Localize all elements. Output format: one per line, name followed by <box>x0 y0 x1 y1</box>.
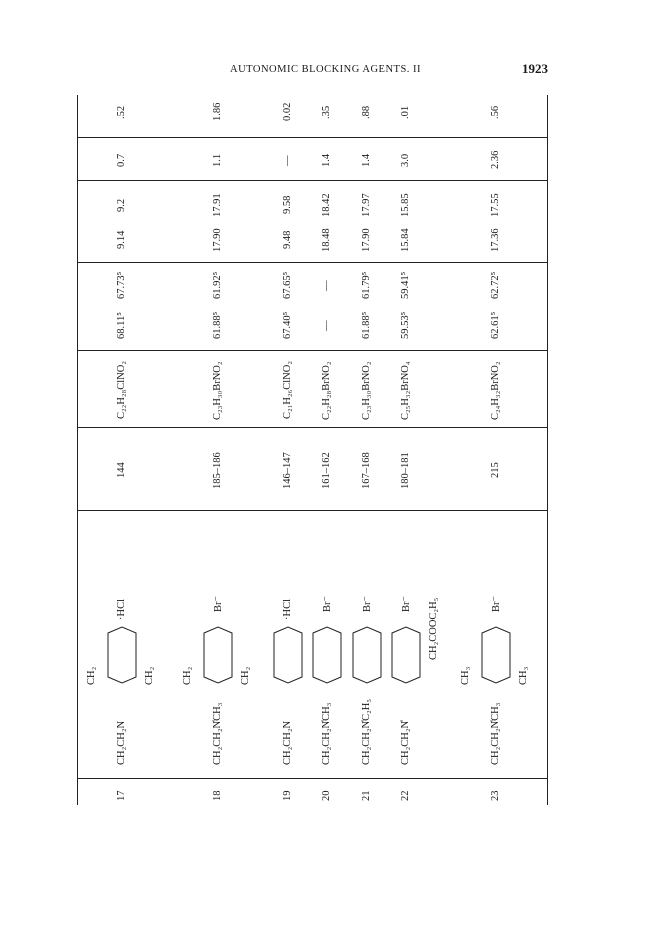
cell-mp: 215 <box>490 462 501 478</box>
structure-top: CH₂ <box>182 666 193 685</box>
cell-found-n: 17.55 <box>490 193 501 217</box>
col-divider-3 <box>77 262 547 263</box>
piperidine-ring-icon <box>102 625 142 685</box>
cell-v1: 1.1 <box>212 153 223 167</box>
structure-main: CH₂CH₂N̊CH₃ <box>212 702 223 765</box>
cell-found-c: 61.79⁵ <box>361 271 372 299</box>
cell-mp: 185–186 <box>212 451 223 489</box>
cell-found-n: 17.97 <box>361 193 372 217</box>
structure-top: CH₃ <box>460 666 471 685</box>
cell-calc-c: 59.53⁵ <box>400 311 411 339</box>
col-divider-4 <box>77 350 547 351</box>
cell-v1: 1.4 <box>321 153 332 167</box>
cell-v2: .88 <box>361 105 372 119</box>
cell-found-c: 67.65⁵ <box>282 271 293 299</box>
structure-main: CH₂CH₂N̊ <box>400 720 411 765</box>
structure-main: CH₂CH₂N̊CH₃ <box>490 702 501 765</box>
cell-mp: 146–147 <box>282 451 293 489</box>
cell-calc-c: 62.61⁵ <box>490 311 501 339</box>
cell-formula: C₂₄H₃₂BrNO₂ <box>490 360 501 420</box>
cell-formula: C₂₂H₂₈ClNO₂ <box>116 361 127 419</box>
cell-calc-n: 9.14 <box>116 230 127 249</box>
col-divider-2 <box>77 180 547 181</box>
col-divider-5 <box>77 427 547 428</box>
piperidine-ring-icon <box>476 625 516 685</box>
cell-no: 20 <box>321 790 332 801</box>
cell-no: 22 <box>400 790 411 801</box>
cell-calc-c: 61.88⁵ <box>361 311 372 339</box>
cell-calc-c: — <box>321 320 332 331</box>
structure-bottom: CH₂ <box>240 666 251 685</box>
cell-no: 21 <box>361 790 372 801</box>
cell-calc-n: 18.48 <box>321 228 332 252</box>
structure-main: CH₂CH₂N̊CH₃ <box>321 702 332 765</box>
running-head: AUTONOMIC BLOCKING AGENTS. II <box>230 64 422 75</box>
structure-salt: ·HCl <box>282 599 293 620</box>
cell-calc-c: 61.88⁵ <box>212 311 223 339</box>
cell-mp: 167–168 <box>361 451 372 489</box>
cell-v2: 1.86 <box>212 102 223 121</box>
piperidine-ring-icon <box>347 625 387 685</box>
cell-v1: 3.0 <box>400 153 411 167</box>
structure-main: CH₂CH₂N <box>282 720 293 765</box>
cell-found-c: 59.41⁵ <box>400 271 411 299</box>
ring-outline <box>392 627 420 683</box>
piperidine-ring-icon <box>268 625 308 685</box>
cell-calc-n: 17.90 <box>212 228 223 252</box>
structure-bottom: CH₃ <box>518 666 529 685</box>
cell-formula: C₂₂H₂₈BrNO₂ <box>321 360 332 420</box>
cell-v2: .35 <box>321 105 332 119</box>
table-right-rule <box>547 95 548 805</box>
cell-mp: 180–181 <box>400 451 411 489</box>
cell-v2: .01 <box>400 105 411 119</box>
cell-formula: C₂₅H₃₂BrNO₄ <box>400 360 411 420</box>
cell-v1: 0.7 <box>116 153 127 167</box>
cell-formula: C₂₃H₃₀BrNO₂ <box>212 360 223 420</box>
cell-v2: .56 <box>490 105 501 119</box>
cell-calc-c: 68.11⁵ <box>116 311 127 339</box>
cell-no: 17 <box>116 790 127 801</box>
ring-outline <box>108 627 136 683</box>
cell-formula: C₂₃H₃₀BrNO₂ <box>361 360 372 420</box>
structure-anion: Br⁻ <box>322 595 333 612</box>
cell-calc-n: 15.84 <box>400 228 411 252</box>
ring-outline <box>204 627 232 683</box>
cell-found-n: 15.85 <box>400 193 411 217</box>
cell-found-n: 18.42 <box>321 193 332 217</box>
structure-bottom: CH₂ <box>144 666 155 685</box>
cell-v2: .52 <box>116 105 127 119</box>
structure-salt: ·HCl <box>116 599 127 620</box>
cell-mp: 144 <box>116 462 127 478</box>
structure-main: CH₂CH₂N̊C₂H₅ <box>361 699 372 765</box>
cell-v1: — <box>282 155 293 166</box>
cell-v1: 2.36 <box>490 150 501 169</box>
ring-outline <box>353 627 381 683</box>
cell-no: 19 <box>282 790 293 801</box>
structure-anion: Br⁻ <box>401 595 412 612</box>
cell-v1: 1.4 <box>361 153 372 167</box>
ring-outline <box>313 627 341 683</box>
cell-no: 23 <box>490 790 501 801</box>
cell-found-n: 9.2 <box>116 198 127 212</box>
structure-anion: Br⁻ <box>362 595 373 612</box>
ring-outline <box>274 627 302 683</box>
cell-formula: C₂₁H₂₆ClNO₂ <box>282 361 293 419</box>
col-divider-7 <box>77 778 547 779</box>
cell-found-n: 9.58 <box>282 195 293 214</box>
cell-no: 18 <box>212 790 223 801</box>
piperidine-ring-icon <box>386 625 426 685</box>
page-number: 1923 <box>522 61 548 76</box>
piperidine-ring-icon <box>198 625 238 685</box>
table-left-rule <box>77 95 78 805</box>
structure-anion: Br⁻ <box>213 595 224 612</box>
structure-main: CH₂CH₂N <box>116 720 127 765</box>
cell-found-c: 67.73⁵ <box>116 271 127 299</box>
cell-mp: 161–162 <box>321 451 332 489</box>
cell-calc-n: 17.90 <box>361 228 372 252</box>
col-divider-6 <box>77 510 547 511</box>
cell-found-c: 62.72⁵ <box>490 271 501 299</box>
structure-top: CH₂ <box>86 666 97 685</box>
cell-calc-c: 67.40⁵ <box>282 311 293 339</box>
piperidine-ring-icon <box>307 625 347 685</box>
cell-found-c: — <box>321 280 332 291</box>
cell-found-n: 17.91 <box>212 193 223 217</box>
structure-anion: Br⁻ <box>491 595 502 612</box>
cell-v2: 0.02 <box>282 102 293 121</box>
cell-calc-n: 17.36 <box>490 228 501 252</box>
structure-bottom: CH₂COOC₂H₅ <box>428 597 439 660</box>
cell-calc-n: 9.48 <box>282 230 293 249</box>
col-divider-1 <box>77 137 547 138</box>
ring-outline <box>482 627 510 683</box>
cell-found-c: 61.92⁵ <box>212 271 223 299</box>
